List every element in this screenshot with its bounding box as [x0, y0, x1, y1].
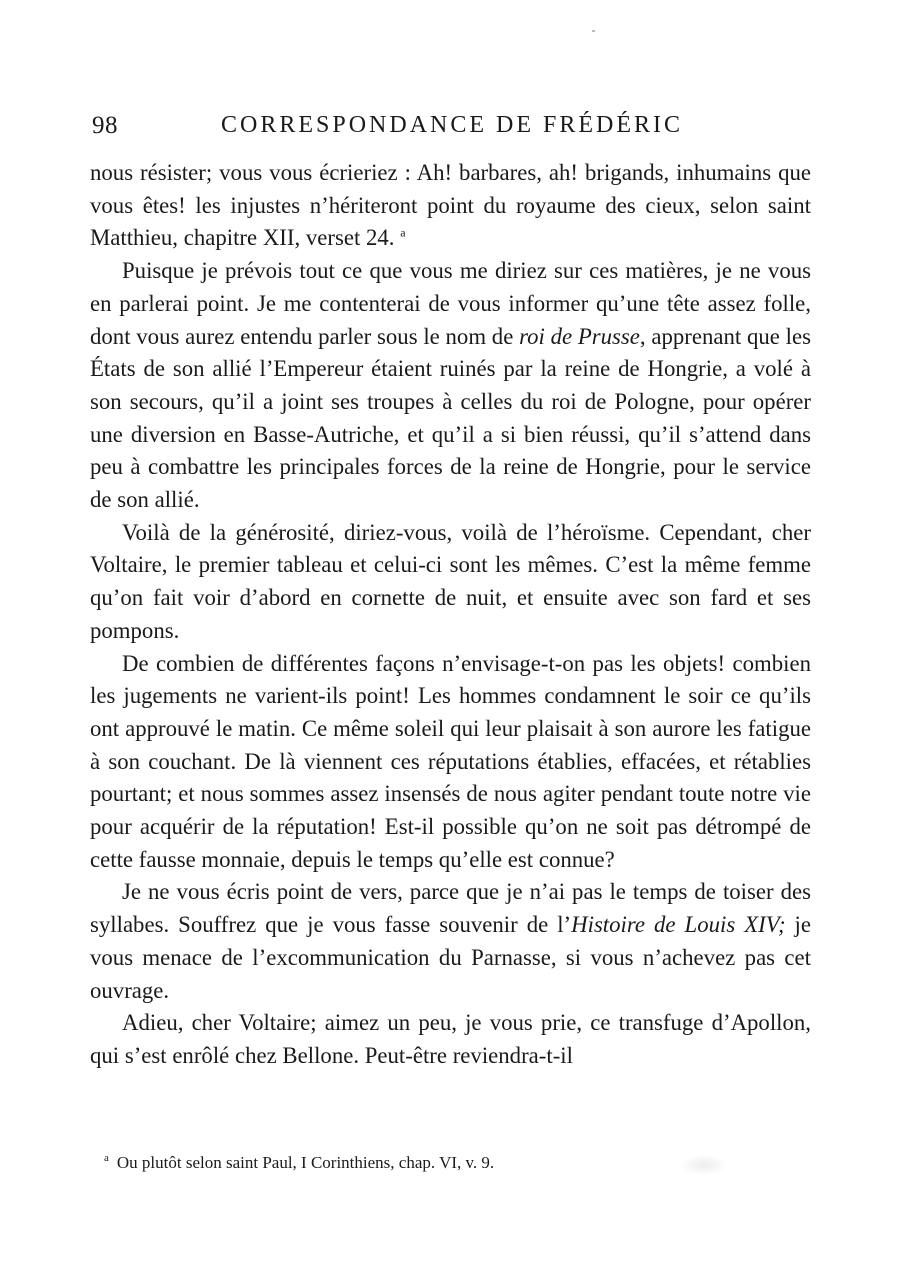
text-run: De combien de différentes façons n’envisage-t-on pas les objets! combien les jugements ne varient-ils point! Les hommes condamnent le soir ce qu’ils ont approuvé le matin. Ce même soleil qui leur plaisait à son aurore les fatigue à son couchant. De là viennent ces réputations établies, effacées, et rétablies pourtant; et nous sommes assez insensés de nous agiter pendant toute notre vie pour acquérir de la réputation! Est-il possible qu’on ne soit pas détrompé de cette fausse monnaie, depuis le temps qu’elle est connue?	[90, 650, 811, 872]
text-run: Je ne vous écris point de vers, parce que je n’ai pas le temps de toiser des syllabes. Souffrez que je vous fasse souvenir de l’	[90, 879, 811, 938]
paper-smudge	[680, 1155, 728, 1175]
italic-text-run: roi de Prusse	[519, 323, 640, 349]
paragraph	[90, 255, 811, 517]
footnote-text: Ou plutôt selon saint Paul, I Corinthiens, chap. VI, v. 9.	[116, 1153, 495, 1172]
paragraph	[90, 648, 811, 877]
footnote-marker: a	[104, 1152, 109, 1165]
text-run: je vous menace de l’excommunication du Parnasse, si vous n’achevez pas cet ouvrage.	[90, 912, 811, 1003]
running-head: CORRESPONDANCE DE FRÉDÉRIC	[221, 112, 684, 138]
text-run: Adieu, cher Voltaire; aimez un peu, je vous prie, ce transfuge d’Apollon, qui s’est enrôlé chez Bellone. Peut-être reviendra-t-il	[90, 1010, 811, 1068]
page-number: 98	[92, 112, 118, 139]
text-run: Voilà de la générosité, diriez-vous, voilà de l’héroïsme. Cependant, cher Voltaire, le premier tableau et celui-ci sont les mêmes. C’est la même femme qu’on fait voir d’abord en cornette de nuit, et ensuite avec son fard et ses pompons.	[90, 519, 811, 643]
paragraph	[90, 517, 811, 648]
body-text	[90, 157, 811, 1073]
paragraph	[90, 1007, 811, 1072]
footnote-reference: a	[400, 225, 406, 240]
page-header	[92, 112, 812, 142]
paragraph	[90, 876, 811, 1007]
text-run: Puisque je prévois tout ce que vous me diriez sur ces matières, je ne vous en parlerai point. Je me contenterai de vous informer qu’une tête assez folle, dont vous aurez entendu parler sous le nom de	[90, 258, 811, 349]
paragraph	[90, 157, 811, 255]
text-run: , apprenant que les États de son allié l’Empereur étaient ruinés par la reine de Hongrie, a volé à son secours, qu’il a joint ses troupes à celles du roi de Pologne, pour opérer une diversion en Basse-Autriche, et qu’il a si bien réussi, qu’il s’attend dans peu à combattre les principales forces de la reine de Hongrie, pour le service de son allié.	[90, 323, 811, 513]
italic-text-run: Histoire de Louis XIV;	[571, 912, 786, 938]
text-run: nous résister; vous vous écrieriez : Ah! barbares, ah! brigands, inhumains que vous êtes! les injustes n’hériteront point du royaume des cieux, selon saint Matthieu, chapitre XII, verset 24.	[90, 160, 811, 251]
stray-ink-mark	[592, 30, 595, 32]
